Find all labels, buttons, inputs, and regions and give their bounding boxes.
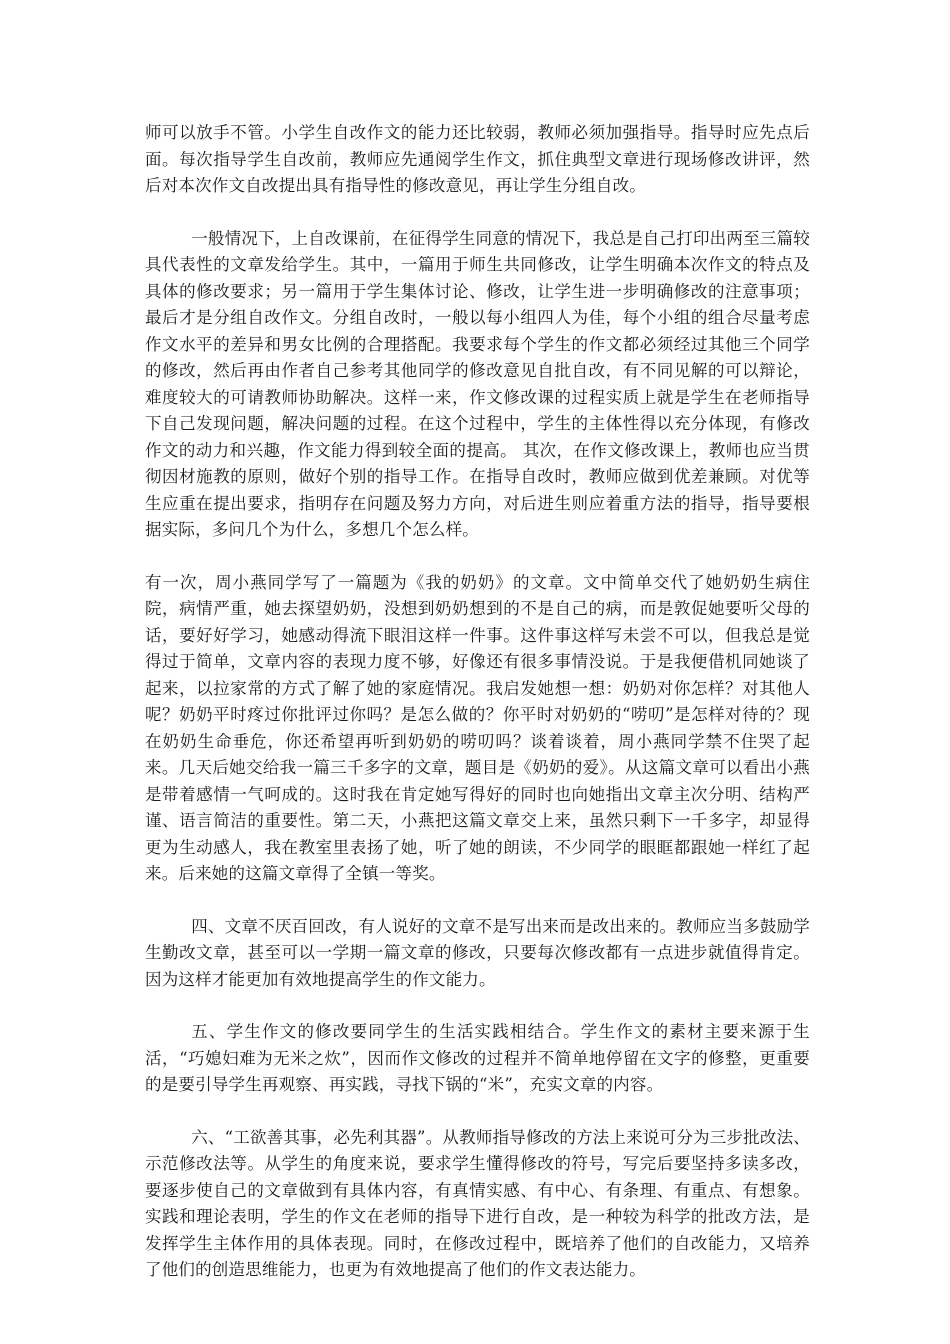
paragraph-point-five: 五、学生作文的修改要同学生的生活实践相结合。学生作文的素材主要来源于生活，“巧媳妇难为无米之炊”，因而作文修改的过程并不简单地停留在文字的修整，更重要的是要引导学生再观察、再实践，寻找下锅的“米”，充实文章的内容。 xyxy=(145,1022,810,1094)
paragraph-continuation: 师可以放手不管。小学生自改作文的能力还比较弱，教师必须加强指导。指导时应先点后面。每次指导学生自改前，教师应先通阅学生作文，抓住典型文章进行现场修改讲评，然后对本次作文自改提出具有指导性的修改意见，再让学生分组自改。 xyxy=(145,123,810,195)
paragraph-point-six: 六、“工欲善其事，必先利其器”。从教师指导修改的方法上来说可分为三步批改法、示范修改法等。从学生的角度来说，要求学生懂得修改的符号，写完后要坚持多读多改，要逐步使自己的文章做到有具体内容，有真情实感、有中心、有条理、有重点、有想象。 实践和理论表明，学生的作文在老师的指导下进行自改，是一种较为科学的批改方法，是发挥学生主体作用的具体表现。同时，在修改过程中，既培养了他们的自改能力，又培养了他们的创造思维能力，也更为有效地提高了他们的作文表达能力。 xyxy=(145,1127,816,1279)
paragraph-point-four: 四、文章不厌百回改，有人说好的文章不是写出来而是改出来的。教师应当多鼓励学生勤改文章，甚至可以一学期一篇文章的修改，只要每次修改都有一点进步就值得肯定。因为这样才能更加有效地提高学生的作文能力。 xyxy=(145,916,810,989)
paragraph-self-revision-class: 一般情况下，上自改课前，在征得学生同意的情况下，我总是自己打印出两至三篇较具代表性的文章发给学生。其中，一篇用于师生共同修改，让学生明确本次作文的特点及具体的修改要求；另一篇用于学生集体讨论、修改，让学生进一步明确修改的注意事项；最后才是分组自改作文。分组自改时，一般以每小组四人为佳，每个小组的组合尽量考虑作文水平的差异和男女比例的合理搭配。我要求每个学生的作文都必须经过其他三个同学的修改，然后再由作者自己参考其他同学的修改意见自批自改，有不同见解的可以辩论，难度较大的可请教师协助解决。这样一来，作文修改课的过程实质上就是学生在老师指导下自己发现问题，解决问题的过程。在这个过程中，学生的主体性得以充分体现，有修改作文的动力和兴趣，作文能力得到较全面的提高。 其次，在作文修改课上，教师也应当贯彻因材施教的原则，做好个别的指导工作。在指导自改时，教师应做到优差兼顾。对优等生应重在提出要求，指明存在问题及努力方向，对后进生则应着重方法的指导，指导要根据实际，多问几个为什么，多想几个怎么样。 xyxy=(145,228,810,539)
paragraph-example-story: 有一次，周小燕同学写了一篇题为《我的奶奶》的文章。文中简单交代了她奶奶生病住院，病情严重，她去探望奶奶，没想到奶奶想到的不是自己的病，而是敦促她要听父母的话，要好好学习，她感动得流下眼泪这样一件事。这件事这样写未尝不可以，但我总是觉得过于简单，文章内容的表现力度不够，好像还有很多事情没说。于是我便借机同她谈了起来，以拉家常的方式了解了她的家庭情况。我启发她想一想：奶奶对你怎样？对其他人呢？奶奶平时疼过你批评过你吗？是怎么做的？你平时对奶奶的“唠叨”是怎样对待的？现在奶奶生命垂危，你还希望再听到奶奶的唠叨吗？谈着谈着，周小燕同学禁不住哭了起来。几天后她交给我一篇三千多字的文章，题目是《奶奶的爱》。从这篇文章可以看出小燕是带着感情一气呵成的。这时我在肯定她写得好的同时也向她指出文章主次分明、结构严谨、语言简洁的重要性。第二天，小燕把这篇文章交上来，虽然只剩下一千多字，却显得更为生动感人，我在教室里表扬了她，听了她的朗读，不少同学的眼眶都跟她一样红了起来。后来她的这篇文章得了全镇一等奖。 xyxy=(145,572,810,883)
